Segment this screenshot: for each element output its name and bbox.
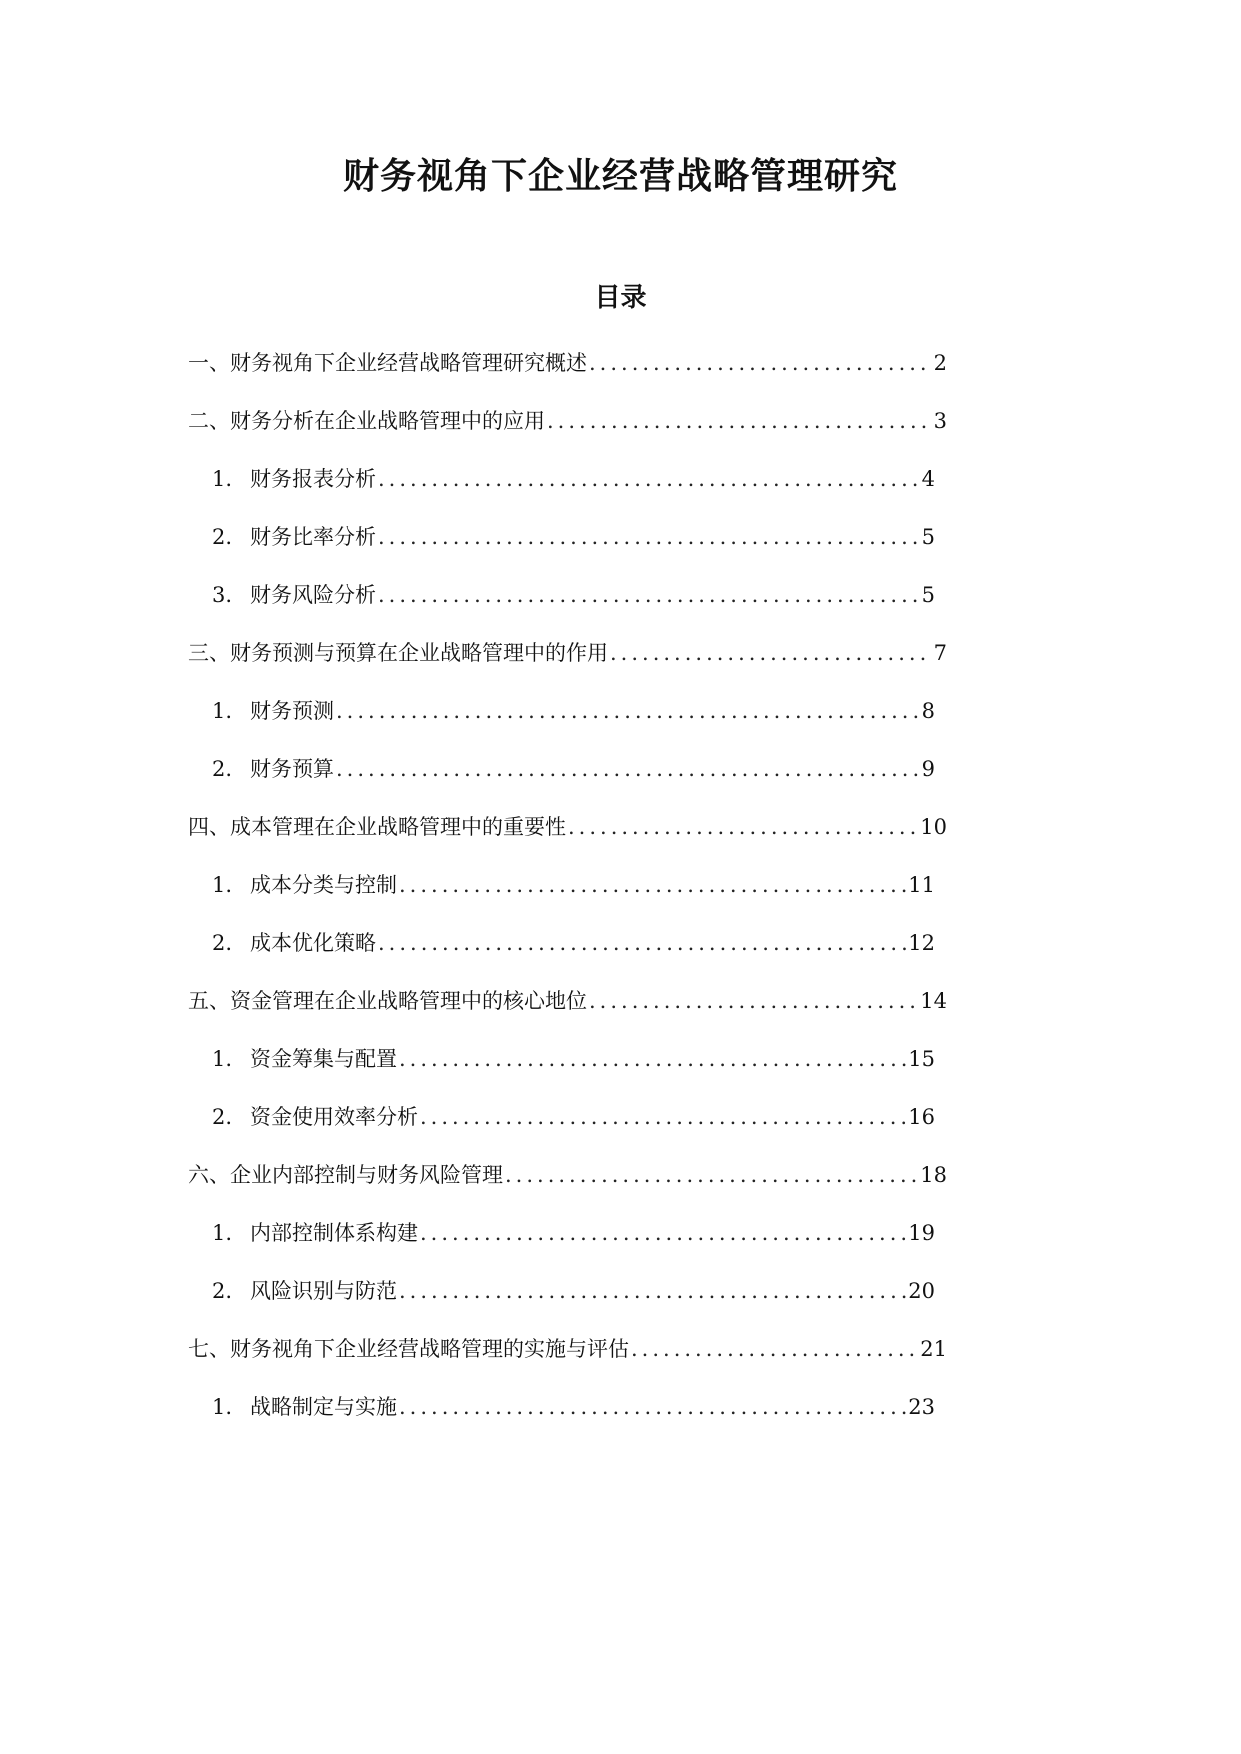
toc-entry-title: 六、企业内部控制与财务风险管理 xyxy=(188,1163,503,1187)
toc-dot-leader xyxy=(399,1390,906,1424)
toc-entry[interactable] xyxy=(212,1042,935,1076)
toc-entry-title: 财务预算 xyxy=(250,757,334,781)
toc-entry-title: 资金使用效率分析 xyxy=(250,1105,418,1129)
toc-dot-leader xyxy=(378,520,920,554)
toc-entry-page-number: 21 xyxy=(920,1337,947,1361)
toc-entry[interactable] xyxy=(212,868,935,902)
toc-entry-page-number: 11 xyxy=(908,873,935,897)
toc-entry-number: 1. xyxy=(212,467,233,491)
toc-dot-leader xyxy=(399,1274,906,1308)
toc-entry-number: 1. xyxy=(212,1395,233,1419)
toc-entry[interactable] xyxy=(212,1216,935,1250)
toc-entry-page-number: 14 xyxy=(920,989,947,1013)
toc-entry-page-number: 18 xyxy=(920,1163,947,1187)
toc-entry[interactable] xyxy=(188,810,947,844)
toc-entry-title: 财务报表分析 xyxy=(250,467,376,491)
toc-entry-title: 财务比率分析 xyxy=(250,525,376,549)
toc-entry[interactable] xyxy=(212,694,935,728)
toc-dot-leader xyxy=(378,926,906,960)
toc-entry-number: 2. xyxy=(212,525,233,549)
toc-dot-leader xyxy=(420,1100,906,1134)
toc-dot-leader xyxy=(378,462,920,496)
toc-entry-page-number: 7 xyxy=(933,641,947,665)
toc-dot-leader xyxy=(610,636,932,670)
toc-entry-title: 一、财务视角下企业经营战略管理研究概述 xyxy=(188,351,587,375)
toc-entry-title: 资金筹集与配置 xyxy=(250,1047,397,1071)
toc-dot-leader xyxy=(336,694,920,728)
toc-dot-leader xyxy=(399,868,906,902)
toc-entry-page-number: 12 xyxy=(908,931,935,955)
toc-entry-title: 七、财务视角下企业经营战略管理的实施与评估 xyxy=(188,1337,629,1361)
toc-entry-title: 四、成本管理在企业战略管理中的重要性 xyxy=(188,815,566,839)
toc-entry[interactable] xyxy=(188,346,947,380)
toc-dot-leader xyxy=(547,404,932,438)
toc-entry[interactable] xyxy=(212,462,935,496)
toc-entry[interactable] xyxy=(212,752,935,786)
toc-entry[interactable] xyxy=(188,1332,947,1366)
toc-entry-title: 成本分类与控制 xyxy=(250,873,397,897)
toc-heading: 目录 xyxy=(594,283,647,313)
toc-entry-number: 1. xyxy=(212,1221,233,1245)
toc-entry-page-number: 20 xyxy=(908,1279,935,1303)
toc-entry-page-number: 23 xyxy=(908,1395,935,1419)
toc-entry-page-number: 5 xyxy=(921,525,935,549)
toc-dot-leader xyxy=(631,1332,918,1366)
toc-dot-leader xyxy=(378,578,920,612)
toc-entry-number: 1. xyxy=(212,699,233,723)
toc-entry-page-number: 10 xyxy=(920,815,947,839)
toc-entry[interactable] xyxy=(212,1390,935,1424)
toc-entry-title: 财务预测 xyxy=(250,699,334,723)
toc-entry-title: 三、财务预测与预算在企业战略管理中的作用 xyxy=(188,641,608,665)
toc-entry[interactable] xyxy=(212,1274,935,1308)
toc-entry-page-number: 8 xyxy=(921,699,935,723)
toc-entry[interactable] xyxy=(188,984,947,1018)
toc-entry-title: 成本优化策略 xyxy=(250,931,376,955)
toc-dot-leader xyxy=(589,984,918,1018)
toc-entry[interactable] xyxy=(212,578,935,612)
toc-entry-page-number: 16 xyxy=(908,1105,935,1129)
toc-entry[interactable] xyxy=(188,1158,947,1192)
toc-dot-leader xyxy=(420,1216,906,1250)
toc-entry-number: 3. xyxy=(212,583,233,607)
toc-entry-page-number: 9 xyxy=(921,757,935,781)
toc-entry-page-number: 19 xyxy=(908,1221,935,1245)
toc-entry-number: 2. xyxy=(212,757,233,781)
toc-entry-number: 2. xyxy=(212,1279,233,1303)
toc-entry-page-number: 4 xyxy=(921,467,935,491)
toc-entry[interactable] xyxy=(212,1100,935,1134)
toc-entry-title: 内部控制体系构建 xyxy=(250,1221,418,1245)
document-title: 财务视角下企业经营战略管理研究 xyxy=(342,155,898,197)
toc-entry-page-number: 3 xyxy=(933,409,947,433)
toc-entry[interactable] xyxy=(212,520,935,554)
toc-entry[interactable] xyxy=(188,404,947,438)
toc-dot-leader xyxy=(589,346,932,380)
toc-entry-page-number: 15 xyxy=(908,1047,935,1071)
toc-dot-leader xyxy=(568,810,918,844)
toc-entry-title: 战略制定与实施 xyxy=(250,1395,397,1419)
toc-entry-number: 2. xyxy=(212,1105,233,1129)
toc-entry[interactable] xyxy=(188,636,947,670)
toc-dot-leader xyxy=(505,1158,918,1192)
toc-entry-title: 二、财务分析在企业战略管理中的应用 xyxy=(188,409,545,433)
toc-entry-number: 1. xyxy=(212,1047,233,1071)
toc-entry-page-number: 2 xyxy=(933,351,947,375)
toc-entry-title: 财务风险分析 xyxy=(250,583,376,607)
toc-entry-number: 2. xyxy=(212,931,233,955)
toc-entry-title: 风险识别与防范 xyxy=(250,1279,397,1303)
toc-dot-leader xyxy=(336,752,920,786)
toc-dot-leader xyxy=(399,1042,906,1076)
toc-entry-title: 五、资金管理在企业战略管理中的核心地位 xyxy=(188,989,587,1013)
toc-entry-page-number: 5 xyxy=(921,583,935,607)
toc-entry-number: 1. xyxy=(212,873,233,897)
toc-entry[interactable] xyxy=(212,926,935,960)
